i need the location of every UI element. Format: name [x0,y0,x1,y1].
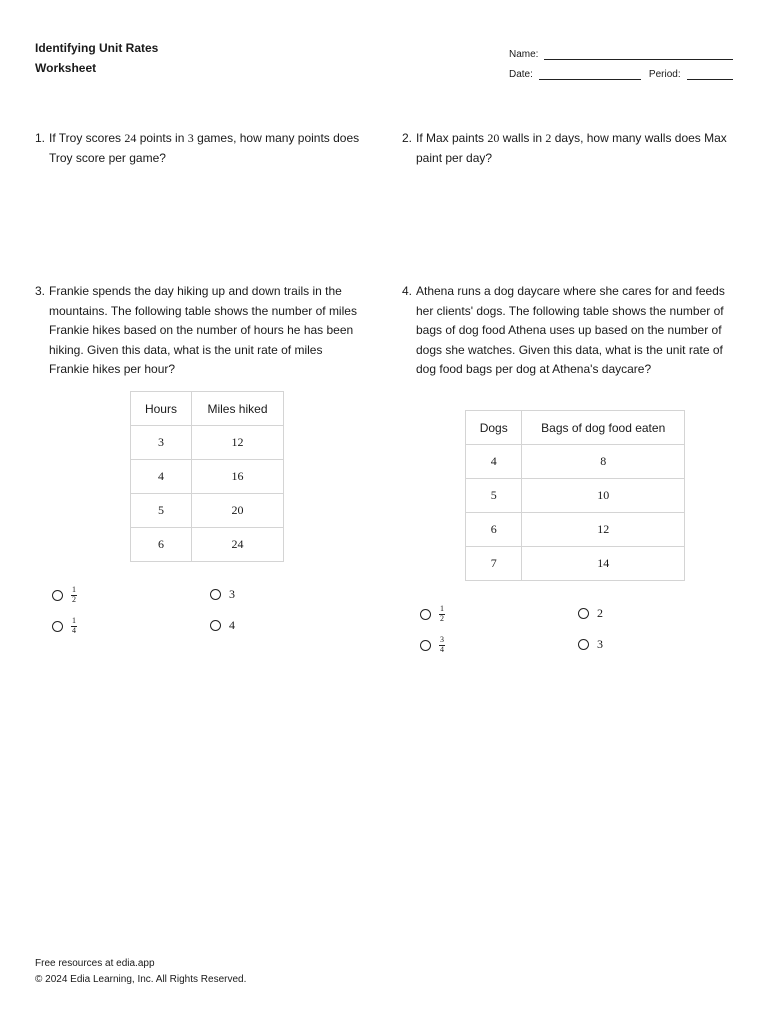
table-header-row [466,411,685,445]
table-header-cell: Hours [131,392,192,426]
radio-button[interactable] [578,639,589,650]
question-1 [35,129,365,168]
choice-q3-d[interactable] [210,615,235,635]
choice-q3-a[interactable] [52,585,77,605]
question-2 [402,129,732,168]
dogs-food-table [465,410,685,581]
table-header-row [131,392,284,426]
table-header-cell: Dogs [466,411,522,445]
fraction: $\frac{3}{4}$ [440,635,444,654]
choice-q4-d[interactable] [578,634,603,654]
choice-q3-c[interactable] [52,616,77,636]
table-row [131,528,284,562]
table-row [466,547,685,581]
table-cell: 7 [466,547,522,581]
worksheet-title [35,38,158,78]
table-row [131,426,284,460]
table-row [466,513,685,547]
radio-button[interactable] [52,590,63,601]
choice-q4-c[interactable] [420,635,445,655]
period-label: Period: [648,69,681,80]
table-cell: 5 [131,494,192,528]
choice-value: 3 [229,586,235,601]
choice-value: 2 [597,605,603,620]
table-cell: 6 [466,513,522,547]
table-cell: 5 [466,479,522,513]
table-cell: 8 [522,445,685,479]
table-row [466,445,685,479]
choice-q4-b[interactable] [578,603,603,623]
choice-value: 3 [597,636,603,651]
table-cell: 12 [191,426,283,460]
question-text: Athena runs a dog daycare where she cares for and feeds her clients' dogs. The following table shows the number of bags of dog food Athena uses up based on the number of dogs she watches. Given this data, what is the unit rate of dog food bags per dog at Athena's daycare? [416,284,725,376]
question-3 [35,282,365,380]
radio-button[interactable] [578,608,589,619]
radio-button[interactable] [420,640,431,651]
table-header-cell: Bags of dog food eaten [522,411,685,445]
period-blank[interactable] [687,67,733,80]
choice-q4-a[interactable] [420,604,445,624]
hours-miles-table [130,391,284,562]
table-cell: 16 [191,460,283,494]
table-cell: 24 [191,528,283,562]
fraction: $\frac{1}{2}$ [440,604,444,623]
choice-value: 4 [229,617,235,632]
question-text: Frankie spends the day hiking up and down trails in the mountains. The following table shows the number of miles Frankie hikes based on the number of hours he has been hiking. Given this data, what is the unit rate of miles Frankie hikes per hour? [49,284,357,376]
name-blank[interactable] [544,47,733,60]
table-cell: 10 [522,479,685,513]
table-row [466,479,685,513]
radio-button[interactable] [210,620,221,631]
question-text: If Max paints 20 walls in 2 days, how many walls does Max paint per day? [416,131,727,165]
name-row [509,40,733,60]
fraction: $\frac{1}{2}$ [72,585,76,604]
date-label: Date: [509,69,533,80]
date-blank[interactable] [539,67,641,80]
radio-button[interactable] [420,609,431,620]
footer [35,956,246,988]
table-header-cell: Miles hiked [191,392,283,426]
question-number: 4. [402,284,413,298]
title-line-1: Identifying Unit Rates [35,41,159,55]
fraction: $\frac{1}{4}$ [72,616,76,635]
footer-copyright: © 2024 Edia Learning, Inc. All Rights Reserved. [35,974,247,985]
radio-button[interactable] [210,589,221,600]
date-period-row [509,60,733,80]
table-cell: 4 [131,460,192,494]
table-cell: 3 [131,426,192,460]
table-cell: 4 [466,445,522,479]
radio-button[interactable] [52,621,63,632]
table-cell: 14 [522,547,685,581]
table-row [131,460,284,494]
question-number: 1. [35,131,46,145]
footer-resources: Free resources at edia.app [35,958,155,969]
question-4 [402,282,732,380]
question-number: 3. [35,284,46,298]
question-number: 2. [402,131,413,145]
table-cell: 6 [131,528,192,562]
choice-q3-b[interactable] [210,584,235,604]
table-cell: 12 [522,513,685,547]
student-info-fields [509,40,733,80]
title-line-2: Worksheet [35,61,97,75]
name-label: Name: [509,49,539,60]
table-row [131,494,284,528]
table-cell: 20 [191,494,283,528]
question-text: If Troy scores 24 points in 3 games, how many points does Troy score per game? [49,131,360,165]
